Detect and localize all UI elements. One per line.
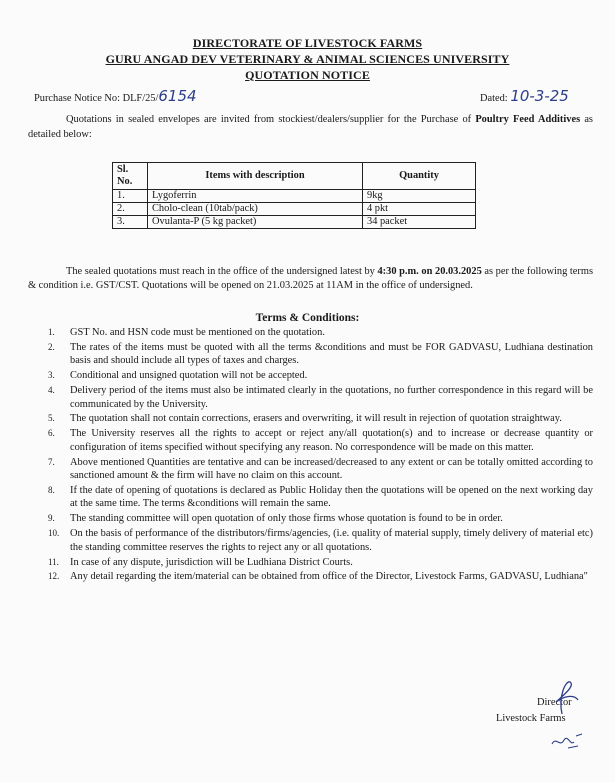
deadline-bold-date: 4:30 p.m. on 20.03.2025	[377, 266, 482, 277]
term-text: In case of any dispute, jurisdiction will be Ludhiana District Courts.	[70, 556, 353, 568]
items-table	[112, 162, 476, 229]
term-item	[28, 412, 593, 425]
table-cell-slno: 2.	[113, 203, 148, 216]
term-item	[28, 484, 593, 511]
notice-title: QUOTATION NOTICE	[245, 68, 370, 82]
term-number: 6.	[48, 428, 55, 439]
table-row	[113, 216, 476, 229]
table-cell-slno: 3.	[113, 216, 148, 229]
term-item	[28, 341, 593, 368]
term-number: 9.	[48, 513, 55, 524]
term-number: 7.	[48, 456, 55, 467]
initials-scribble-icon	[548, 730, 588, 752]
term-item	[28, 527, 593, 554]
table-row	[113, 203, 476, 216]
term-item	[28, 570, 593, 583]
signature-title: Director	[537, 697, 572, 708]
term-text: If the date of opening of quotations is declared as Public Holiday then the quotations will be opened on the next working day at the same time. The terms &conditions will remain the same.	[70, 484, 593, 510]
term-number: 3.	[48, 370, 55, 381]
term-number: 2.	[48, 341, 55, 352]
dated-value: 10-3-25	[510, 87, 569, 105]
signature-scribble-icon	[548, 676, 584, 716]
university-heading: GURU ANGAD DEV VETERINARY & ANIMAL SCIENCES UNIVERSITY	[105, 52, 510, 66]
term-text: Above mentioned Quantities are tentative and can be increased/decreased to any extent or can be totally omitted according to sanctioned amount & the firm will have no claim on this account.	[70, 456, 593, 482]
deadline-text-2: as per the following terms & condition i.e. GST/CST. Quotations will be opened on 21.03.2025 at 11AM in the office of undersigned.	[28, 266, 593, 291]
term-number: 10.	[48, 528, 60, 539]
term-item	[28, 512, 593, 525]
signature-office: Livestock Farms	[496, 713, 566, 724]
term-item	[28, 384, 593, 411]
table-header-row	[113, 163, 476, 190]
term-text: GST No. and HSN code must be mentioned on the quotation.	[70, 327, 325, 338]
purchase-notice-label: Purchase Notice No: DLF/25/	[34, 93, 159, 104]
table-cell-item: Ovulanta-P (5 kg packet)	[148, 216, 363, 229]
term-item	[28, 456, 593, 483]
terms-title: Terms & Conditions:	[255, 312, 360, 324]
intro-bold-item: Poultry Feed Additives	[475, 114, 581, 125]
dated-line	[480, 87, 569, 106]
purchase-notice-number: 6154	[158, 87, 197, 105]
table-header-slno: Sl. No.	[113, 163, 148, 190]
table-cell-slno: 1.	[113, 190, 148, 203]
table-cell-quantity: 4 pkt	[363, 203, 476, 216]
table-cell-item: Cholo-clean (10tab/pack)	[148, 203, 363, 216]
term-text: Conditional and unsigned quotation will not be accepted.	[70, 370, 308, 382]
intro-text-before: Quotations in sealed envelopes are invited from stockiest/dealers/supplier for the Purchase of	[66, 114, 476, 125]
term-text: The standing committee will open quotation of only those firms whose quotation is found to be in order.	[70, 513, 503, 525]
dated-label: Dated:	[480, 93, 508, 104]
term-text: Delivery period of the items must also be intimated clearly in the quotations, no further correspondence in this regard will be communicated by the University.	[70, 385, 593, 410]
term-text: Any detail regarding the item/material can be obtained from office of the Director, Livestock Farms, GADVASU, Ludhiana"	[70, 571, 588, 583]
table-cell-item: Lygoferrin	[148, 190, 363, 203]
deadline-text-1: The sealed quotations must reach in the office of the undersigned latest by	[66, 266, 378, 277]
term-item	[28, 369, 593, 382]
term-number: 8.	[48, 484, 55, 495]
table-cell-quantity: 34 packet	[363, 216, 476, 229]
term-number: 5.	[48, 413, 55, 424]
term-text: On the basis of performance of the distributors/firms/agencies, (i.e. quality of material supply, timely delivery of material etc) the standing committee reserves the rights to reject any or all quotations.	[70, 528, 593, 553]
table-cell-quantity: 9kg	[363, 190, 476, 203]
intro-text-after: as detailed below:	[28, 114, 593, 140]
term-text: The University reserves all the rights to accept or reject any/all quotation(s) and to increase or decrease quantity or configuration of items specified without specifying any reason. No correspondence will be made on this matter.	[70, 428, 593, 453]
deadline-paragraph	[28, 265, 593, 292]
term-number: 11.	[48, 556, 59, 567]
term-number: 1.	[48, 327, 55, 337]
term-item	[28, 556, 593, 569]
table-header-items: Items with description	[148, 163, 363, 190]
term-item	[28, 326, 593, 339]
term-item	[28, 427, 593, 454]
table-row	[113, 190, 476, 203]
intro-paragraph	[28, 112, 593, 142]
term-number: 4.	[48, 385, 55, 396]
term-text: The rates of the items must be quoted with all the terms &conditions and must be FOR GADVASU, Ludhiana destination basis and should include all types of taxes and charges.	[70, 341, 593, 367]
terms-list	[28, 326, 593, 585]
term-text: The quotation shall not contain corrections, erasers and overwriting, it will result in rejection of quotation straightway.	[70, 413, 562, 425]
purchase-notice-line	[34, 87, 197, 106]
table-header-quantity: Quantity	[363, 163, 476, 190]
directorate-heading: DIRECTORATE OF LIVESTOCK FARMS	[192, 36, 423, 50]
term-number: 12.	[48, 571, 60, 582]
